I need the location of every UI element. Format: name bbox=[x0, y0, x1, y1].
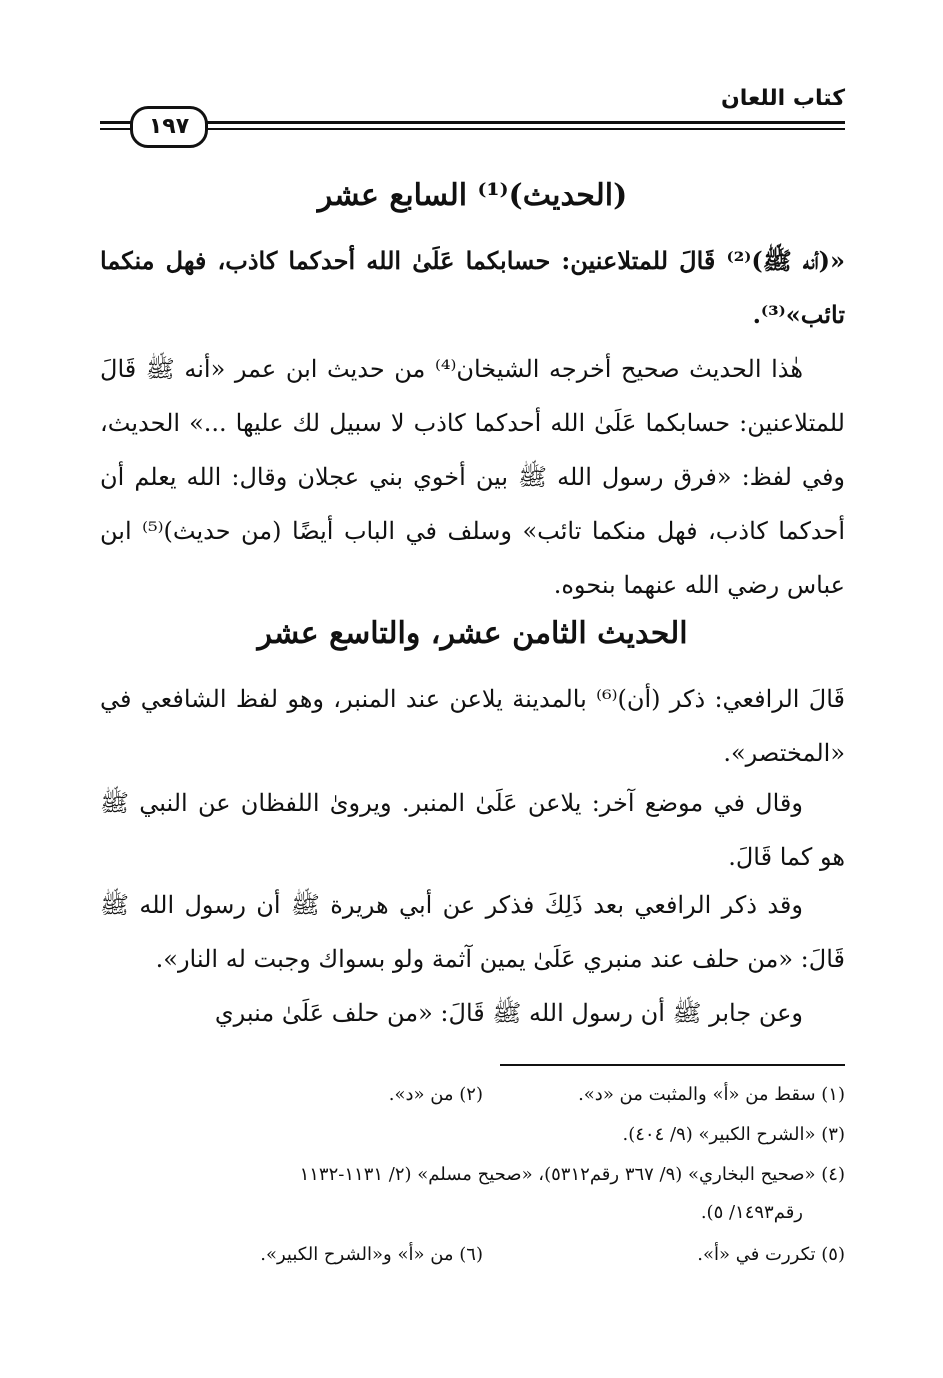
footnote-separator bbox=[500, 1064, 845, 1066]
footnote-4: (٤) «صحيح البخاري» (٩/ ٣٦٧ رقم٥٣١٢)، «صحيح مسلم» (٢/ ١١٣١-١١٣٢ bbox=[299, 1164, 845, 1185]
rafii-statement: قَالَ الرافعي: ذكر (أن)⁽⁶⁾ بالمدينة يلاعن عند المنبر، وهو لفظ الشافعي في «المختصر». bbox=[100, 685, 845, 767]
section-heading-hadith-18-19: الحديث الثامن عشر، والتاسع عشر bbox=[257, 616, 688, 651]
jabir-narration: وعن جابر ﷺ أن رسول الله ﷺ قَالَ: «من حلف عَلَىٰ منبري bbox=[214, 999, 803, 1027]
hadith-17-commentary: هٰذا الحديث صحيح أخرجه الشيخان⁽⁴⁾ من حديث ابن عمر «أنه ﷺ قَالَ للمتلاعنين: حسابكما عَلَىٰ الله أحدكما كاذب لا سبيل لك عليها ...» الحديث، وفي لفظ: «فرق رسول الله ﷺ بين أخوي بني عجلان وقال: الله يعلم أن أحدكما كاذب، فهل منكما تائب» وسلف في الباب أيضًا (من حديث)⁽⁵⁾ ابن عباس رضي الله عنهما بنحوه. bbox=[100, 355, 846, 599]
abu-hurayra-narration: وقد ذكر الرافعي بعد ذَلِكَ فذكر عن أبي هريرة ﷺ أن رسول الله ﷺ قَالَ: «من حلف عند منبري عَلَىٰ يمين آثمة ولو بسواك وجبت له النار». bbox=[100, 891, 845, 973]
footnote-2: (٢) من «د». bbox=[388, 1084, 483, 1105]
running-header-title: كتاب اللعان bbox=[720, 86, 845, 111]
footnote-3: (٣) «الشرح الكبير» (٩/ ٤٠٤). bbox=[622, 1124, 845, 1145]
section-heading-hadith-17: (الحديث)⁽¹⁾ السابع عشر bbox=[317, 178, 628, 213]
page-number-badge: ١٩٧ bbox=[130, 106, 208, 148]
footnote-5: (٥) تكررت في «أ». bbox=[697, 1244, 845, 1265]
footnote-4-continued: رقم١٤٩٣/ ٥). bbox=[700, 1202, 803, 1223]
header-rule-top bbox=[100, 121, 845, 124]
footnote-1: (١) سقط من «أ» والمثبت من «د». bbox=[578, 1084, 845, 1105]
header-rule-bottom bbox=[100, 128, 845, 130]
footnote-6: (٦) من «أ» و«الشرح الكبير». bbox=[260, 1244, 483, 1265]
hadith-17-text: «(أنه ﷺ)⁽²⁾ قَالَ للمتلاعنين: حسابكما عَلَىٰ الله أحدكما كاذب، فهل منكما تائب»⁽³⁾. bbox=[100, 246, 846, 329]
other-place-statement: وقال في موضع آخر: يلاعن عَلَىٰ المنبر. ويروىٰ اللفظان عن النبي ﷺ هو كما قَالَ. bbox=[100, 789, 845, 871]
